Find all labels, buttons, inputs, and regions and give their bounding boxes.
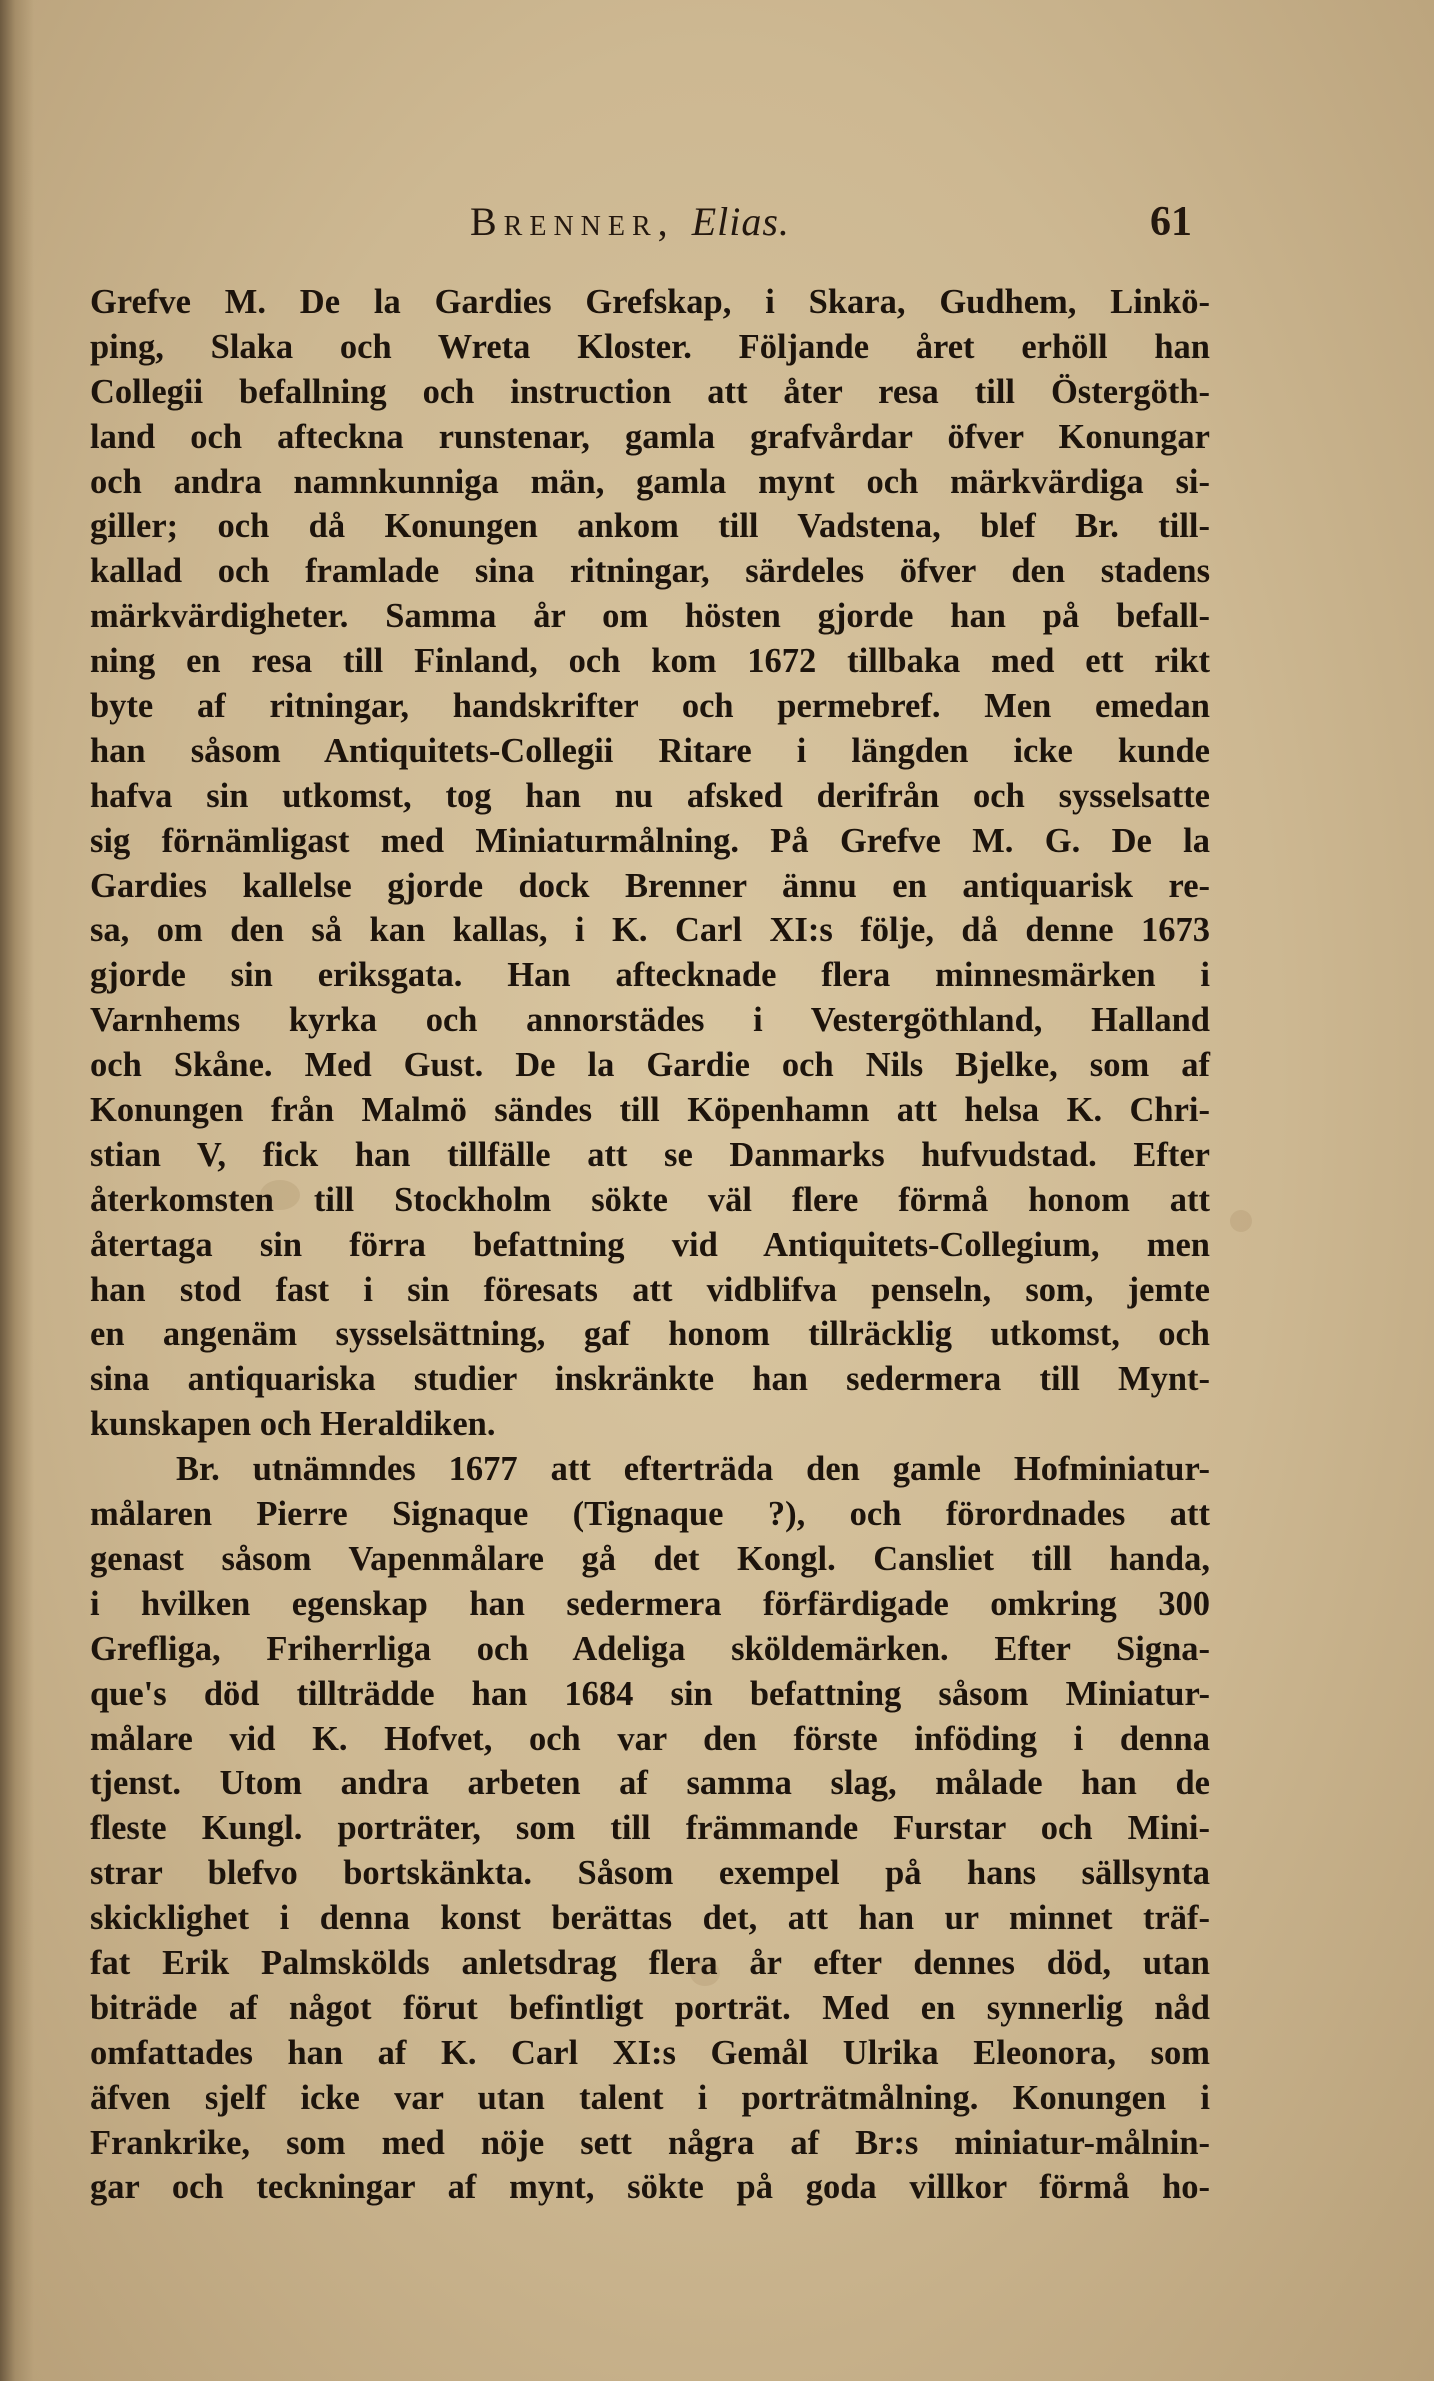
text-line: ping, Slaka och Wreta Kloster. Följande året erhöll han	[90, 327, 1210, 366]
author-forename: Elias.	[691, 199, 790, 244]
text-line: och andra namnkunniga män, gamla mynt och märkvärdiga si-	[90, 462, 1210, 501]
text-line: och Skåne. Med Gust. De la Gardie och Nils Bjelke, som af	[90, 1046, 1210, 1085]
text-line: Gardies kallelse gjorde dock Brenner ännu en antiquarisk re-	[90, 866, 1210, 905]
text-line: ning en resa till Finland, och kom 1672 tillbaka med ett rikt	[90, 642, 1210, 681]
text-line: gar och teckningar af mynt, sökte på goda villkor förmå ho-	[90, 2168, 1210, 2207]
text-line: biträde af något förut befintligt porträt. Med en synnerlig nåd	[90, 1988, 1210, 2027]
page-number: 61	[1150, 199, 1192, 245]
text-line: i hvilken egenskap han sedermera förfärdigade omkring 300	[90, 1584, 1210, 1623]
binding-shadow	[0, 0, 34, 2381]
text-line: Br. utnämndes 1677 att efterträda den gamle Hofminiatur-	[176, 1450, 1210, 1489]
text-line: strar blefvo bortskänkta. Såsom exempel på hans sällsynta	[90, 1854, 1210, 1893]
running-head-author	[470, 198, 790, 245]
text-line: fleste Kungl. porträter, som till främmande Furstar och Mini-	[90, 1809, 1210, 1848]
text-line: gjorde sin eriksgata. Han aftecknade flera minnesmärken i	[90, 956, 1210, 995]
text-line: stian V, fick han tillfälle att se Danmarks hufvudstad. Efter	[90, 1135, 1210, 1174]
text-line: Frankrike, som med nöje sett några af Br:s miniatur-målnin-	[90, 2123, 1210, 2162]
text-line: Grefliga, Friherrliga och Adeliga sköldemärken. Efter Signa-	[90, 1629, 1210, 1668]
text-line: kunskapen och Heraldiken.	[90, 1405, 496, 1444]
text-line: sina antiquariska studier inskränkte han sedermera till Mynt-	[90, 1360, 1210, 1399]
text-line: återtaga sin förra befattning vid Antiquitets-Collegium, men	[90, 1225, 1210, 1264]
text-line: fat Erik Palmskölds anletsdrag flera år efter dennes död, utan	[90, 1943, 1210, 1982]
text-line: hafva sin utkomst, tog han nu afsked derifrån och sysselsatte	[90, 776, 1210, 815]
running-head	[0, 198, 1434, 258]
text-line: que's död tillträdde han 1684 sin befattning såsom Miniatur-	[90, 1674, 1210, 1713]
text-line: land och afteckna runstenar, gamla grafvårdar öfver Konungar	[90, 417, 1210, 456]
text-line: en angenäm sysselsättning, gaf honom tillräcklig utkomst, och	[90, 1315, 1210, 1354]
text-line: återkomsten till Stockholm sökte väl flere förmå honom att	[90, 1180, 1210, 1219]
text-line: byte af ritningar, handskrifter och permebref. Men emedan	[90, 687, 1210, 726]
text-line: märkvärdigheter. Samma år om hösten gjorde han på befall-	[90, 597, 1210, 636]
text-line: genast såsom Vapenmålare gå det Kongl. Cansliet till handa,	[90, 1539, 1210, 1578]
text-line: skicklighet i denna konst berättas det, att han ur minnet träf-	[90, 1899, 1210, 1938]
text-line: giller; och då Konungen ankom till Vadstena, blef Br. till-	[90, 507, 1210, 546]
paper-stain	[1230, 1210, 1252, 1232]
text-line: tjenst. Utom andra arbeten af samma slag, målade han de	[90, 1764, 1210, 1803]
body-text	[90, 280, 1210, 2210]
text-line: omfattades han af K. Carl XI:s Gemål Ulrika Eleonora, som	[90, 2033, 1210, 2072]
text-line: målaren Pierre Signaque (Tignaque ?), och förordnades att	[90, 1495, 1210, 1534]
text-line: sa, om den så kan kallas, i K. Carl XI:s följe, då denne 1673	[90, 911, 1210, 950]
text-line: äfven sjelf icke var utan talent i porträtmålning. Konungen i	[90, 2078, 1210, 2117]
text-line: Grefve M. De la Gardies Grefskap, i Skara, Gudhem, Linkö-	[90, 283, 1210, 321]
text-line: Collegii befallning och instruction att åter resa till Östergöth-	[90, 372, 1210, 411]
text-line: Varnhems kyrka och annorstädes i Vestergöthland, Halland	[90, 1001, 1210, 1040]
text-line: målare vid K. Hofvet, och var den förste inföding i denna	[90, 1719, 1210, 1758]
text-line: han såsom Antiquitets-Collegii Ritare i längden icke kunde	[90, 731, 1210, 770]
text-line: kallad och framlade sina ritningar, särdeles öfver den stadens	[90, 552, 1210, 591]
text-line: sig förnämligast med Miniaturmålning. På Grefve M. G. De la	[90, 821, 1210, 860]
text-line: Konungen från Malmö sändes till Köpenhamn att helsa K. Chri-	[90, 1091, 1210, 1130]
author-surname: Brenner,	[470, 199, 675, 244]
text-line: han stod fast i sin föresats att vidblifva penseln, som, jemte	[90, 1270, 1210, 1309]
